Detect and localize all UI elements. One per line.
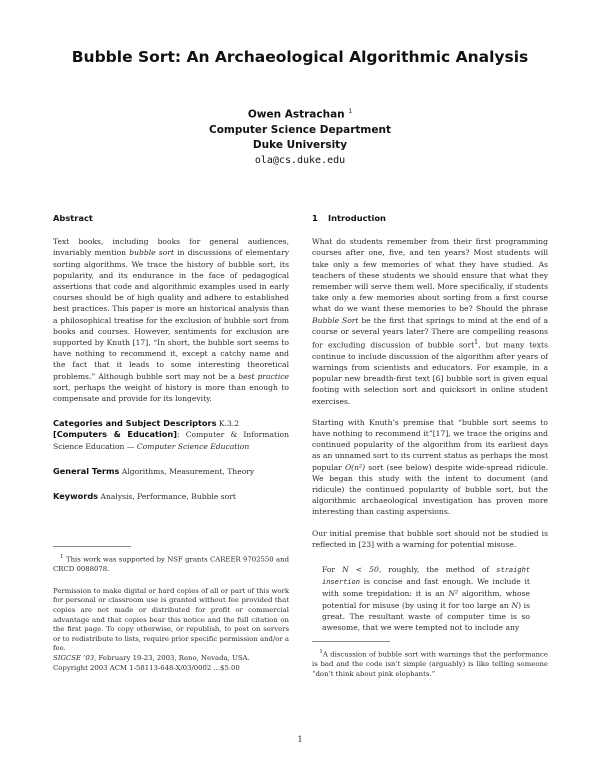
quote-math-3: N <box>511 600 519 610</box>
funding-footnote <box>53 553 289 574</box>
author-name-line <box>0 104 600 123</box>
abstract-em-best-practice: best practice <box>238 371 289 381</box>
author-block <box>0 104 600 168</box>
abstract-em-bubble-sort: bubble sort <box>129 248 175 258</box>
spacer <box>53 502 289 546</box>
footnote-2-mark: 1 <box>319 649 323 656</box>
quote-text-c: is concise and fast enough. We include it with some trepidation: it is an <box>322 577 530 599</box>
intro-text-1a: What do students remember from their first programming courses after one, five, and ten years? Most students will take only a few memories of what they have studied. As teachers of these students we should ensure that what they remember will serve them well. More specifically, if students take only a few memories about sorting from a first course what do we want these memories to be? Should the phrase <box>312 237 548 314</box>
categories-heading: Categories and Subject Descriptors <box>53 418 217 429</box>
intro-text-1b: be the first that springs to mind at the end of a course or several years later? There are compelling reasons for excluding discussion of bubble sort <box>312 315 548 350</box>
right-column <box>312 213 548 679</box>
introduction-heading <box>312 213 548 224</box>
intro-text-1c: , but many texts continue to include discussion of the algorithm after years of warnings from scientists and educators. For example, in a popular new breadth-first text [6] bubble sort is given equal footing with selection sort and quicksort in online student exercises. <box>312 340 548 406</box>
page-number: 1 <box>297 735 303 744</box>
quote-straight-insertion: straight insertion <box>322 566 530 587</box>
author-department: Computer Science Department <box>208 123 391 136</box>
funding-footnote-mark: 1 <box>59 554 64 561</box>
intro-paragraph-1 <box>312 236 548 407</box>
intro-footnote-ref: 1 <box>474 339 479 347</box>
conference-name: SIGCSE ’03, <box>53 653 97 662</box>
author-name: Owen Astrachan <box>247 108 345 121</box>
footnote-rule-right <box>312 641 390 642</box>
intro-em-bubble-sort: Bubble Sort <box>312 315 359 325</box>
categories-em: Computer Science Education <box>136 441 250 451</box>
spacer <box>53 575 289 587</box>
section-title: Introduction <box>328 213 386 223</box>
copyright-line: Copyright 2003 ACM 1-58113-648-X/03/0002 ...$5.00 <box>53 663 240 672</box>
quote-text-a: For <box>322 565 343 575</box>
general-terms-text: Algorithms, Measurement, Theory <box>121 466 255 476</box>
intro-text-2b: sort (see below) despite wide-spread ridicule. We began this study with the intent to document (and ridicule) the continued popularity of bubble sort, but the algorithmic archaeological investigation has proven more interesting than casting aspersions. <box>312 462 548 517</box>
intro-text-2a: Starting with Knuth’s premise that “bubble sort seems to have nothing to recommend it”[17], we trace the origins and continued popularity of the algorithm from its earliest days as an unnamed sort to its current status as perhaps the most popular <box>312 417 548 472</box>
footnote-rule <box>53 546 131 547</box>
conference-details: February 19-23, 2003, Reno, Nevada, USA. <box>96 653 250 662</box>
quotation <box>322 564 530 633</box>
categories-code: K.3.2 <box>218 419 240 429</box>
author-footnote-mark: 1 <box>348 108 353 115</box>
keywords <box>53 491 289 502</box>
keywords-heading: Keywords <box>53 491 99 502</box>
pink-elephants-footnote <box>312 648 548 679</box>
paper-title: Bubble Sort: An Archaeological Algorithmic Analysis <box>71 48 529 66</box>
intro-paragraph-3: Our initial premise that bubble sort should not be studied is reflected in [23] with a warning for potential misuse. <box>312 528 548 549</box>
spacer <box>312 633 548 641</box>
intro-math-on2: O(n²) <box>344 462 366 472</box>
permission-text: Permission to make digital or hard copies of all or part of this work for personal or classroom use is granted without fee provided that copies are not made or distributed for profit or commercial advantage and that copies bear this notice and the full citation on the first page. To copy otherwise, or republish, to post on servers or to redistribute to lists, require prior specific permission and/or a fee. <box>53 586 290 653</box>
categories-bracket: [Computers & Education] <box>53 429 177 440</box>
quote-text-d: algorithm, whose potential for misuse (by using it for too large an <box>322 589 530 610</box>
categories-block <box>53 418 289 452</box>
abstract-text-2: in discussions of elementary sorting algorithms. We trace the history of bubble sort, its popularity, and its endurance in the face of pedagogical assertions that code and algorithmic examples used in early courses should be of high quality and adhere to established best practices. This paper is more an historical analysis than a philosophical treatise for the exclusion of bubble sort from books and courses. However, sentiments for exclusion are supported by Knuth [17], “In short, the bubble sort seems to have nothing to recommend it, except a catchy name and the fact that it leads to some interesting theoretical problems.” Although bubble sort may not be a <box>53 248 289 381</box>
categories-text: : Computer & Information Science Education — <box>53 430 289 451</box>
quote-math-2: N² <box>448 589 459 599</box>
general-terms <box>53 466 289 477</box>
intro-paragraph-2 <box>312 417 548 518</box>
quote-math-1: N < 50 <box>342 565 379 575</box>
general-terms-heading: General Terms <box>53 465 120 476</box>
keywords-text: Analysis, Performance, Bubble sort <box>100 492 236 502</box>
abstract-text-3: sort, perhaps the weight of history is more than enough to compensate and provide for its longevity. <box>53 382 289 404</box>
funding-footnote-text: This work was supported by NSF grants CAREER 9702550 and CRCD 0088078. <box>53 555 289 574</box>
left-column <box>53 213 289 673</box>
quote-text-b: , roughly, the method of <box>378 565 497 575</box>
footnote-2-text: A discussion of bubble sort with warnings that the performance is bad and the code isn’t simple (arguably) is like telling someone “don’t think about pink elephants.” <box>312 650 548 678</box>
author-university: Duke University <box>252 138 348 151</box>
permission-notice <box>53 587 289 673</box>
abstract-text-1: Text books, including books for general audiences, invariably mention <box>53 237 289 258</box>
abstract-heading: Abstract <box>53 213 93 223</box>
abstract-text <box>53 236 289 404</box>
quote-text-e: ) is great. The resultant waste of computer time is so awesome, that we were tempted not to include any <box>322 600 530 633</box>
section-number: 1 <box>312 213 318 223</box>
author-email[interactable]: ola@cs.duke.edu <box>254 154 346 166</box>
